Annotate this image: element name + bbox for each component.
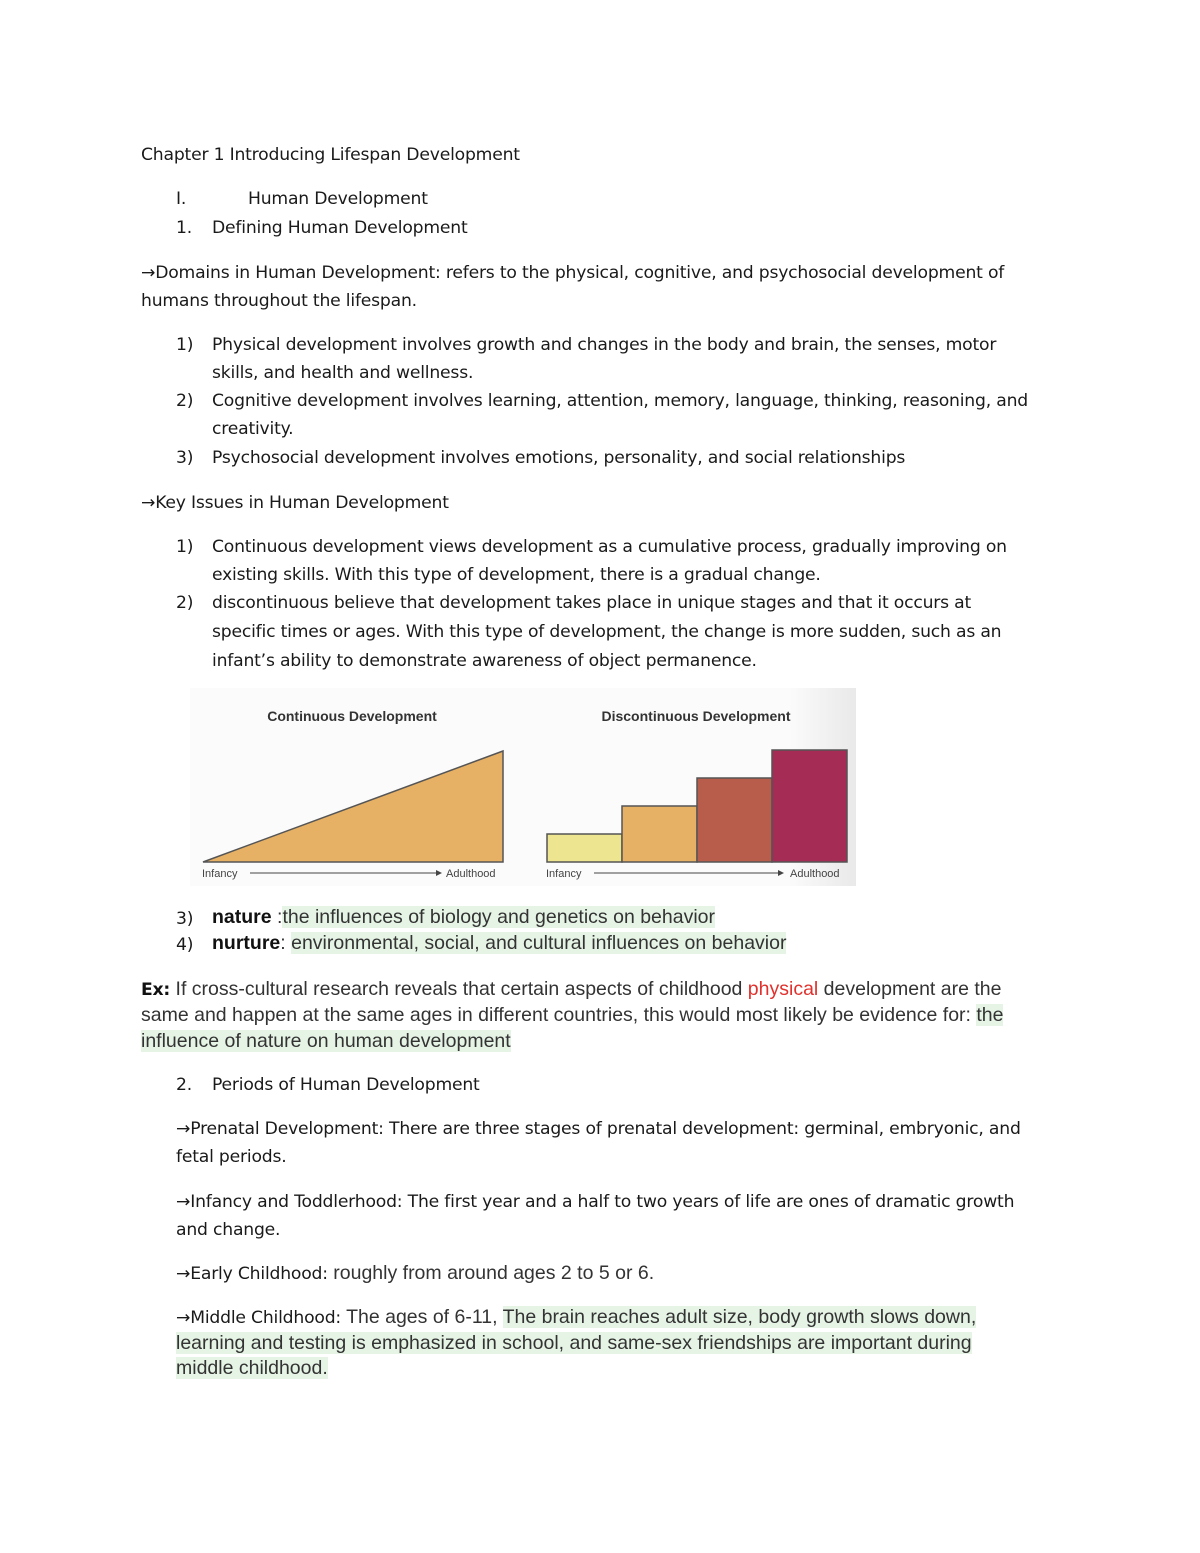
prenatal-line-2: fetal periods. (176, 1147, 287, 1167)
discontinuous-bar (697, 778, 772, 862)
early-text: roughly from around ages 2 to 5 or 6. (327, 1262, 655, 1284)
list-number: 1) (176, 537, 194, 557)
arrow-icon: → (141, 493, 156, 513)
list-number: 1) (176, 335, 194, 355)
discontinuous-bar (547, 834, 622, 862)
example-answer-a: the (976, 1004, 1004, 1026)
list-number: 3) (176, 909, 194, 929)
example-line-1 (141, 978, 1001, 1001)
subsection-heading: Periods of Human Development (212, 1075, 480, 1095)
middle-label: Middle Childhood: (190, 1308, 342, 1328)
development-figure (190, 688, 856, 886)
example-red-word: physical (747, 978, 819, 1000)
example-label: Ex: (141, 980, 171, 1000)
subsection-number: 1. (176, 218, 192, 238)
axis-start-label: Infancy (202, 868, 238, 880)
domains-line-1: Domains in Human Development: refers to the physical, cognitive, and psychosocial development of (155, 263, 1005, 283)
middle-lead: The ages of 6-11, (341, 1306, 503, 1328)
middle-childhood-line-3 (176, 1357, 328, 1380)
list-item-cognitive-cont: creativity. (212, 419, 294, 439)
nature-sep: : (271, 906, 283, 928)
middle-highlight-2: learning and testing is emphasized in school, and same-sex friendships are important during (176, 1332, 972, 1354)
list-item-physical-cont: skills, and health and wellness. (212, 363, 474, 383)
list-number: 4) (176, 935, 194, 955)
middle-highlight-3: middle childhood. (176, 1357, 328, 1379)
discontinuous-title: Discontinuous Development (601, 708, 791, 724)
arrow-icon: → (176, 1308, 191, 1328)
example-text-a: If cross-cultural research reveals that certain aspects of childhood (170, 978, 748, 1000)
section-heading: Human Development (248, 189, 428, 209)
early-label: Early Childhood: (190, 1264, 328, 1284)
section-number: I. (176, 189, 187, 209)
subsection-number: 2. (176, 1075, 192, 1095)
list-item-psychosocial: Psychosocial development involves emotions, personality, and social relationships (212, 448, 906, 468)
axis-start-label: Infancy (546, 868, 582, 880)
arrow-icon: → (141, 263, 156, 283)
example-text-c: same and happen at the same ages in different countries, this would most likely be evidence for: (141, 1004, 977, 1026)
infancy-label: Infancy and Toddlerhood: (190, 1192, 403, 1212)
middle-highlight-1: The brain reaches adult size, body growth slows down, (502, 1306, 977, 1328)
list-number: 3) (176, 448, 194, 468)
chapter-title: Chapter 1 Introducing Lifespan Development (141, 145, 520, 165)
nature-item (212, 906, 715, 929)
infancy-text: The first year and a half to two years of life are ones of dramatic growth (402, 1192, 1015, 1212)
example-text-b: development are the (818, 978, 1002, 1000)
nurture-definition: environmental, social, and cultural influences on behavior (291, 932, 787, 954)
key-issues-heading (141, 493, 449, 513)
example-answer-b: influence of nature on human development (141, 1030, 511, 1052)
prenatal-line-1 (176, 1119, 1021, 1139)
subsection-heading: Defining Human Development (212, 218, 468, 238)
nurture-sep: : (280, 932, 292, 954)
development-figure-svg (190, 688, 856, 886)
list-item-physical: Physical development involves growth and changes in the body and brain, the senses, motor (212, 335, 997, 355)
axis-end-label: Adulthood (790, 868, 840, 880)
prenatal-label: Prenatal Development: (190, 1119, 384, 1139)
list-item-discontinuous: discontinuous believe that development takes place in unique stages and that it occurs at (212, 593, 972, 613)
arrow-icon: → (176, 1119, 191, 1139)
example-line-3 (141, 1030, 511, 1053)
list-item-discontinuous-cont: specific times or ages. With this type of development, the change is more sudden, such as an (212, 622, 1002, 642)
nature-term: nature (212, 906, 272, 928)
nurture-item (212, 932, 786, 955)
discontinuous-bar (622, 806, 697, 862)
list-item-continuous: Continuous development views development as a cumulative process, gradually improving on (212, 537, 1007, 557)
middle-childhood-line-1 (176, 1306, 976, 1329)
nurture-term: nurture (212, 932, 281, 954)
discontinuous-bar (772, 750, 847, 862)
domains-paragraph (141, 263, 1004, 283)
arrow-icon: → (176, 1264, 191, 1284)
early-childhood-line (176, 1262, 654, 1285)
arrow-icon: → (176, 1192, 191, 1212)
example-line-2 (141, 1004, 1003, 1027)
middle-childhood-line-2 (176, 1332, 972, 1355)
infancy-line-1 (176, 1192, 1014, 1212)
prenatal-text: There are three stages of prenatal development: germinal, embryonic, and (383, 1119, 1021, 1139)
continuous-title: Continuous Development (267, 708, 437, 724)
infancy-line-2: and change. (176, 1220, 281, 1240)
list-number: 2) (176, 593, 194, 613)
list-item-cognitive: Cognitive development involves learning, attention, memory, language, thinking, reasoning, and (212, 391, 1028, 411)
list-item-discontinuous-cont2: infant’s ability to demonstrate awareness of object permanence. (212, 651, 757, 671)
domains-line-2: humans throughout the lifespan. (141, 291, 417, 311)
nature-definition: the influences of biology and genetics on behavior (282, 906, 716, 928)
key-issues-title: Key Issues in Human Development (155, 493, 449, 513)
axis-end-label: Adulthood (446, 868, 496, 880)
list-number: 2) (176, 391, 194, 411)
list-item-continuous-cont: existing skills. With this type of development, there is a gradual change. (212, 565, 821, 585)
